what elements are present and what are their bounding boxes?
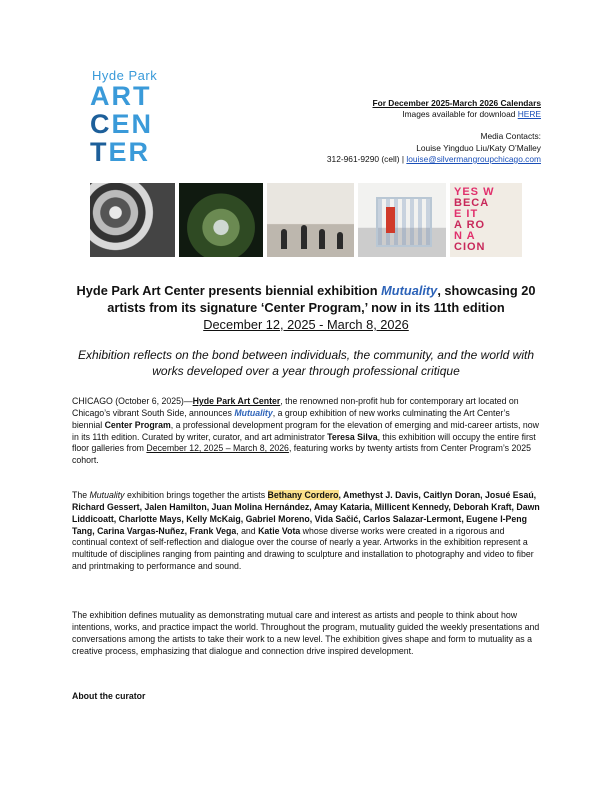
- logo-line-ter: TER: [90, 137, 151, 167]
- media-contact-block: [327, 98, 541, 165]
- contact-phone-email: 312-961-9290 (cell) | louise@silvermangroupchicago.com: [326, 153, 541, 164]
- highlighted-artist: Bethany Cordero: [267, 490, 339, 500]
- text-poster-artwork: YES W BECA E IT A RO N A CION: [450, 183, 522, 257]
- hyde-park-art-center-link[interactable]: Hyde Park Art Center: [192, 396, 281, 406]
- about-curator-heading: About the curator: [72, 691, 146, 701]
- hyde-park-art-center-logo: [90, 69, 160, 166]
- press-release-subheading: Exhibition reflects on the bond between individuals, the community, and the world with works developed over a year through professional critique: [77, 348, 535, 378]
- intro-paragraph: CHICAGO (October 6, 2025)—Hyde Park Art Center, the renowned non-profit hub for contemporary art located on Chicago’s vibrant South Side, announces Mutuality, a group exhibition of new works culminating the Art Center’s biennial Center Program, a professional development program for the elevation of emerging and mid-career artists, now in its 11th edition. Curated by writer, curator, and art administrator Teresa Silva, this exhibition will occupy the entire first floor galleries from December 12, 2025 – March 8, 2026, featuring works by twenty artists from Center Program’s 2025 cohort.: [72, 396, 539, 466]
- exhibition-dates-link[interactable]: December 12, 2025 – March 8, 2026: [146, 443, 289, 454]
- artwork-photo-metallic-sculpture: [90, 183, 175, 257]
- contact-email-link[interactable]: louise@silvermangroupchicago.com: [406, 153, 541, 164]
- artwork-photo-glass-plant: [179, 183, 263, 257]
- exhibition-dates: December 12, 2025 - March 8, 2026: [203, 316, 409, 332]
- gallery-visitors-photo: [267, 183, 354, 257]
- press-release-headline: Hyde Park Art Center presents biennial exhibition Mutuality, showcasing 20 artists from its signature ‘Center Program,’ now in its 11th edition December 12, 2025 - March 8, 2026: [76, 283, 536, 332]
- media-contact-names: Louise Yingduo Liu/Katy O’Malley: [416, 142, 541, 153]
- download-here-link[interactable]: HERE: [517, 109, 541, 120]
- logo-line-art: ART: [90, 81, 152, 111]
- mutuality-definition-paragraph: The exhibition defines mutuality as demonstrating mutual care and interest as artists and people to think about how intentions, works, and practice impact the world. Throughout the program, mutuality guided the weekly presentations and conversations among the artists to take their work to a new level. The exhibition gives shape and form to mutuality as a creative process, emphasizing that dialogue and connection drive inspired development.: [72, 610, 540, 656]
- logo-line-cen: CEN: [90, 109, 154, 139]
- calendar-heading: For December 2025-March 2026 Calendars: [372, 98, 541, 108]
- artists-paragraph: The Mutuality exhibition brings together the artists Bethany Cordero, Amethyst J. Davis, Caitlyn Doran, Josué Esaú, Richard Gessert, Jalen Hamilton, Juan Molina Hernández, Amay Kataria, Millicent Kennedy, Deborah Kraft, Dawn Liddicoatt, Charlotte Mays, Kelly McKaig, Gabriel Moreno, Vida Sačić, Carlos Salazar-Lermont, Eugene I-Peng Tang, Carina Vargas-Nuñez, Frank Vega, and Katie Vota whose diverse works were created in a rigorous and continual context of self-reflection and dialogue over the course of nearly a year. Artworks in the exhibition represent a multitude of disciplines ranging from painting and drawing to sculpture and installation to photography and video to fiber and printmaking to performance and sound.: [72, 490, 540, 572]
- exhibition-name: Mutuality: [381, 283, 438, 298]
- images-download-line: Images available for download HERE: [402, 109, 541, 120]
- installation-house-photo: [358, 183, 446, 257]
- media-contacts-label: Media Contacts:: [480, 131, 541, 142]
- logo-line-hyde-park: Hyde Park: [92, 68, 158, 83]
- exhibition-image-strip: [90, 183, 522, 257]
